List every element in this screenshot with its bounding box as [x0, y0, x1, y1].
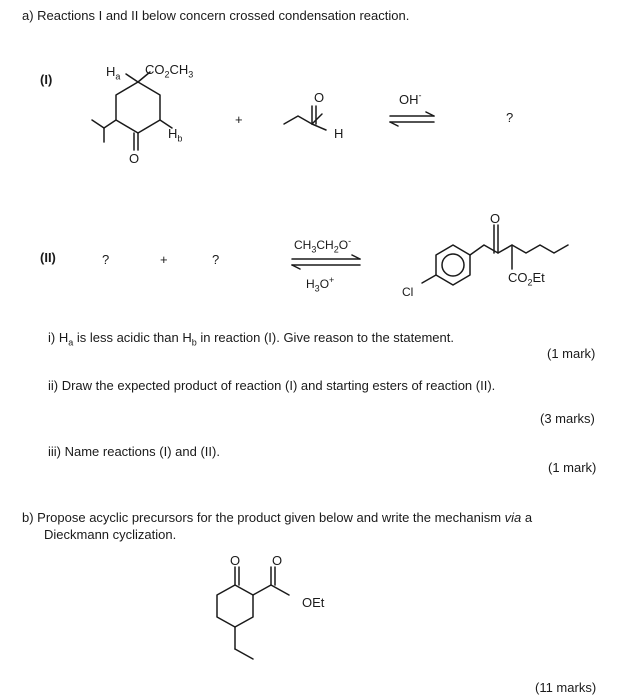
benzene-ring — [436, 245, 470, 285]
benzene-aromatic-circle — [442, 254, 464, 276]
part-b-mark: (11 marks) — [535, 680, 597, 695]
part-a-heading: a) Reactions I and II below concern crossed condensation reaction. — [22, 8, 410, 23]
question-iii: iii) Name reactions (I) and (II). — [48, 444, 220, 459]
aldehyde-h-label: H — [334, 126, 344, 141]
question-i-mark: (1 mark) — [547, 346, 596, 361]
cyclohexane-ring — [116, 82, 160, 133]
ha-label: $H_a$ — [106, 64, 121, 82]
aldehyde-h-bond — [312, 124, 326, 130]
reaction-2-plus: + — [160, 252, 168, 267]
isopropyl-bond — [104, 120, 116, 128]
reaction-2-reagent-top: $CH_3CH_2O^-$ — [294, 236, 352, 255]
hb-label: $H_b$ — [168, 126, 183, 144]
reaction-2-label: (II) — [40, 250, 56, 265]
product-chain — [470, 245, 568, 255]
dieckmann-o-1: O — [230, 553, 241, 568]
question-i: i) $H_a$ is less acidic than $H_b$ in reaction (I). Give reason to the statement. — [48, 330, 454, 348]
aldehyde-o-label: O — [314, 90, 325, 105]
isopropyl-methyl-1 — [92, 120, 104, 128]
reaction-2-product-ester: $CO_2Et$ — [508, 270, 545, 288]
reaction-2-product-cl: Cl — [402, 285, 414, 299]
co2ch3-label: $CO_2CH_3$ — [145, 62, 194, 80]
dieckmann-oet: OEt — [302, 595, 325, 610]
question-ii: ii) Draw the expected product of reaction (I) and starting esters of reaction (II). — [48, 378, 496, 393]
reaction-2-reactant-1: ? — [102, 252, 110, 267]
ketone-o-label: O — [129, 151, 140, 166]
question-iii-mark: (1 mark) — [548, 460, 597, 475]
part-b-line-2: Dieckmann cyclization. — [44, 527, 177, 542]
question-ii-mark: (3 marks) — [540, 411, 595, 426]
reaction-1-label: (I) — [40, 72, 53, 87]
reaction-1-reagent: OH- — [399, 90, 422, 107]
cyclohexanone-ring — [217, 585, 253, 627]
reaction-1-product: ? — [506, 110, 514, 125]
reaction-2-reagent-bottom: $H_3O^+$ — [306, 275, 335, 294]
dieckmann-o-2: O — [272, 553, 283, 568]
reaction-1-equilibrium-arrow — [388, 112, 438, 126]
reaction-2-product-o: O — [490, 211, 501, 226]
part-b-line-1: b) Propose acyclic precursors for the product given below and write the mechanism via a — [22, 510, 533, 525]
ester-oet-bond — [271, 585, 289, 595]
dieckmann-product-structure — [205, 555, 335, 675]
reaction-1-plus: + — [235, 112, 243, 127]
ester-link — [253, 585, 271, 595]
ha-bond — [126, 74, 138, 82]
reaction-2-reactant-2: ? — [212, 252, 220, 267]
reaction-1-ketoester-structure — [80, 62, 220, 172]
ethyl-bond-2 — [235, 649, 253, 659]
cl-bond — [422, 275, 436, 283]
reaction-2-equilibrium-arrow — [290, 255, 364, 269]
